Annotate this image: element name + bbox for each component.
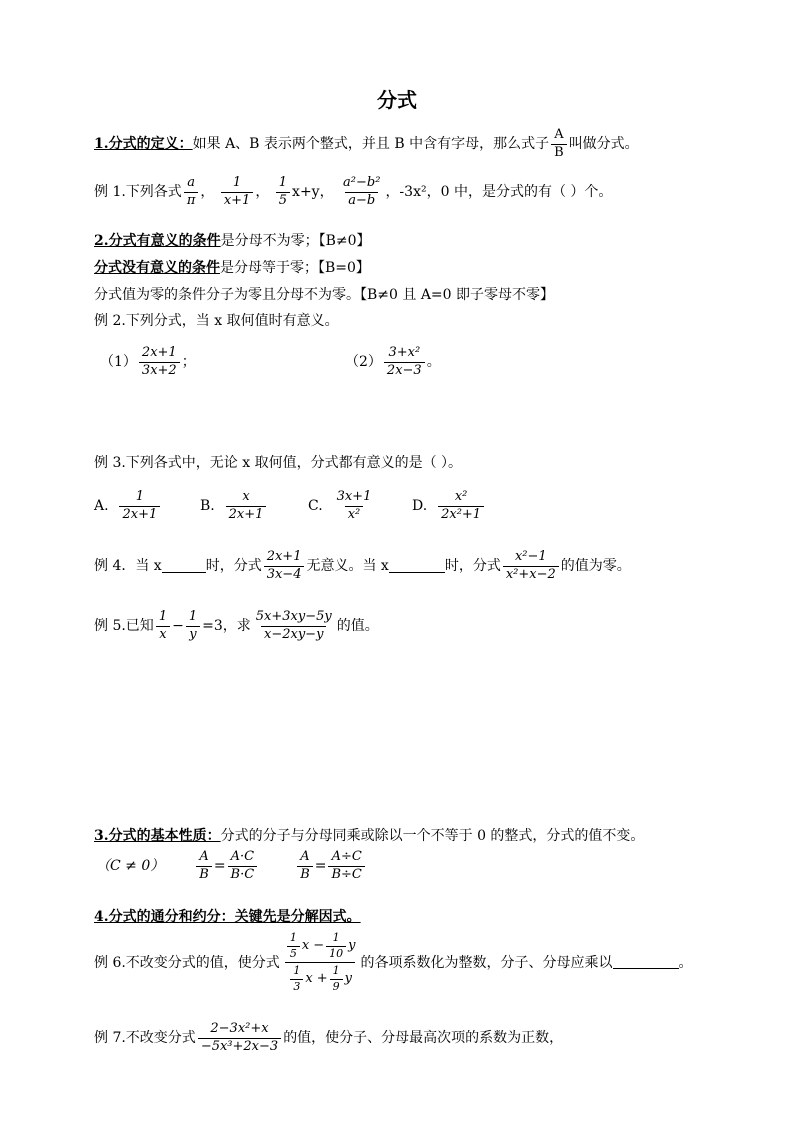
formula-a-over-b: $\frac{A}{B}$ [196,850,212,883]
coef-1-9: $\frac{1}{9}$ [330,965,343,993]
example-4 [94,550,631,583]
ex1-fraction-3: $\frac{1}{5}$ [276,176,290,209]
option-d-fraction: $\frac{\text{x²}}{\text{2x²+1}}$ [438,490,484,523]
section-3-formulas [96,850,367,883]
ex4-text-2: 时，分式 [205,558,262,575]
ex1-term-3: x+y， [292,184,334,201]
option-c-fraction: $\frac{3x+1}{\text{x²}}$ [336,489,372,522]
section-1-heading: 1.分式的定义： [94,136,193,153]
section-3-line [94,829,644,843]
ex1-fraction-2: $\frac{1}{x+1}$ [221,176,254,209]
ex6-text-1: 例 6.不改变分式的值，使分式 [94,954,280,971]
option-label: A. [94,498,109,515]
example-2-text: 例 2.下列分式，当 x 取何值时有意义。 [94,313,339,329]
section-2-line-2 [94,261,370,275]
separator: ， [255,184,270,201]
example-6 [94,932,693,994]
ex6-complex-fraction: $\frac{1}{5}$ x − $\frac{1}{10}$ y $\frac{1}{3}$ x + $\frac{1}{9}$ y [282,932,359,994]
ex7-text-2: 的值，使分子、分母最高次项的系数为正数， [283,1030,564,1047]
ex7-text-1: 例 7.不改变分式 [94,1030,196,1047]
coef-1-10: $\frac{1}{10}$ [326,932,346,960]
ex5-fraction-3: $\frac{5x+3xy-5y}{x-2xy-y}$ [255,609,332,642]
section-2-heading: 2.分式有意义的条件 [94,233,221,249]
section-1-text-end: 叫做分式。 [568,136,639,153]
page-title: 分式 [377,88,417,112]
fraction-a-over-b: $\frac{A}{B}$ [551,128,567,161]
section-2-text: 是分母不为零；【B≠0】 [220,233,371,249]
ex7-fraction: $\frac{\text{2−3x²+x}}{\text{−5x³+2x−3}}$ [198,1022,281,1055]
ex6-text-2: 的各项系数化为整数，分子、分母应乘以 [360,954,613,971]
ex4-fraction-2: $\frac{\text{x²−1}}{\text{x²+x−2}}$ [503,550,559,583]
separator: ， [200,184,215,201]
example-2-item-1 [100,346,196,379]
ex5-fraction-1: $\frac{1}{x}$ [156,610,170,643]
option-d [412,490,486,523]
example-7 [94,1022,563,1055]
example-1-prefix: 例 1.下列各式 [94,184,182,201]
minus-sign: − [172,618,184,635]
ex4-text-5: 的值为零。 [560,558,631,575]
ex5-text-2: =3，求 [202,618,251,635]
item-tail: ； [181,354,196,371]
ex6-text-3: 。 [678,954,693,971]
section-4-heading: 4.分式的通分和约分：关键先是分解因式。 [94,909,361,925]
item-label: （2） [345,354,382,371]
section-3-text: 分式的分子与分母同乘或除以一个不等于 0 的整式，分式的值不变。 [220,828,645,844]
example-1 [94,176,612,209]
example-1-tail: ，-3x²，0 中，是分式的有（ ）个。 [385,184,613,201]
option-label: B. [200,498,215,515]
formula-a-over-b-2: $\frac{A}{B}$ [297,850,313,883]
option-label: C. [308,498,323,515]
item-tail: 。 [426,354,441,371]
option-label: D. [412,498,428,515]
example-5 [94,610,379,643]
section-1-definition [94,128,639,161]
section-2-text-2: 是分母等于零；【B=0】 [220,260,370,276]
item-label: （1） [100,354,137,371]
section-2-line-1 [94,234,371,248]
condition-text: （C ≠ 0） [96,858,165,875]
ex4-fraction-1: $\frac{2x+1}{3x-4}$ [264,550,305,583]
option-a [94,490,162,523]
example-2-item-2 [345,346,441,379]
coef-1-3: $\frac{1}{3}$ [290,965,303,993]
ex2-fraction-2: $\frac{\text{3+x²}}{2x-3}$ [384,346,425,379]
equals-sign: = [213,858,226,875]
formula-divide: $\frac{A\div C}{B\div C}$ [328,850,364,883]
coef-1-5: $\frac{1}{5}$ [287,932,300,960]
ex5-fraction-2: $\frac{1}{y}$ [186,610,200,643]
option-c [308,490,376,523]
option-b-fraction: $\frac{x}{2x+1}$ [226,490,267,523]
ex4-text-1: 例 4．当 x [94,558,162,575]
ex5-text-1: 例 5.已知 [94,618,154,635]
ex5-text-3: 的值。 [336,618,379,635]
equals-sign: = [314,858,327,875]
ex1-fraction-1: $\frac{a}{\pi}$ [184,176,199,209]
option-a-fraction: $\frac{1}{2x+1}$ [119,490,160,523]
ex4-text-4: 时，分式 [444,558,501,575]
section-1-text: 如果 A、B 表示两个整式，并且 B 中含有字母，那么式子 [192,136,550,153]
answer-blank[interactable] [613,956,679,969]
ex1-fraction-4: $\frac{\text{a²−b²}}{a-b}$ [343,175,381,208]
answer-blank[interactable] [162,560,206,573]
ex4-text-3: 无意义。当 x [306,558,389,575]
section-2-line-3: 分式值为零的条件分子为零且分母不为零。【B≠0 且 A=0 即子零母不零】 [94,287,555,303]
answer-blank[interactable] [389,560,445,573]
example-3-text: 例 3.下列各式中，无论 x 取何值，分式都有意义的是（ ）。 [94,455,463,471]
section-3-heading: 3.分式的基本性质： [94,828,221,844]
formula-multiply: $\frac{A\cdot C}{B\cdot C}$ [228,850,258,883]
section-2-heading-2: 分式没有意义的条件 [94,260,220,276]
option-b [200,490,268,523]
ex2-fraction-1: $\frac{2x+1}{3x+2}$ [139,346,180,379]
